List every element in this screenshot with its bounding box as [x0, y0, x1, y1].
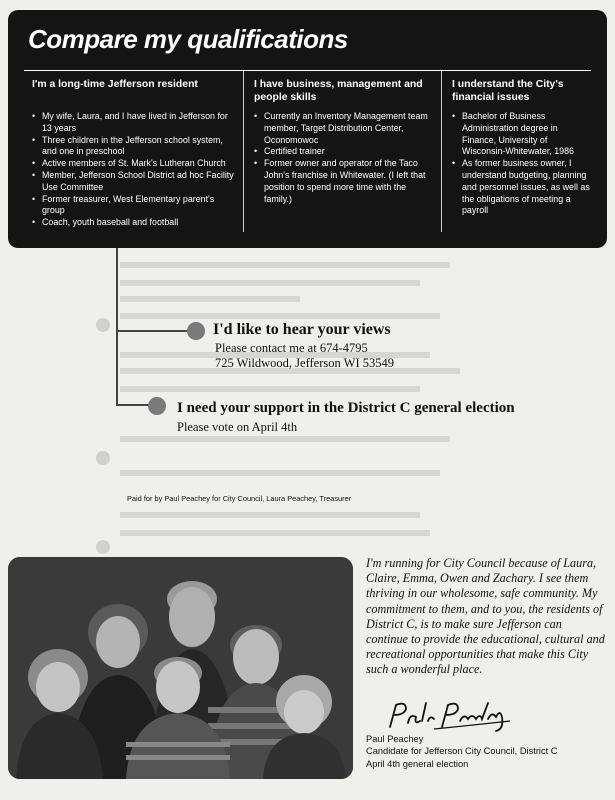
qualification-list	[254, 111, 433, 205]
candidate-name: Paul Peachey	[366, 734, 424, 744]
qualifications-title: Compare my qualifications	[28, 24, 348, 54]
list-item: • Three children in the Jefferson school system, and one in preschool	[32, 135, 235, 159]
connector-line-vertical	[116, 248, 118, 405]
list-item: • Active members of St. Mark's Lutheran Church	[32, 158, 235, 170]
views-heading: I'd like to hear your views	[213, 321, 391, 338]
connector-line-support	[116, 404, 152, 406]
paid-for-disclaimer: Paid for by Paul Peachey for City Council, Laura Peachey, Treasurer	[127, 494, 352, 503]
connector-line-views	[116, 330, 192, 332]
column-heading: I'm a long-time Jefferson resident	[32, 79, 198, 90]
candidate-message: I'm running for City Council because of Laura, Claire, Emma, Owen and Zachary. I see them thriving in our wholesome, safe community. My commitment to them, and to you, the residents of District C, is to make sure Jefferson can continue to provide the educational, cultural and recreational opportunities that make this City such a wonderful place.	[366, 556, 605, 677]
contact-phone: Please contact me at 674-4795	[215, 341, 368, 355]
qualification-column-resident	[22, 71, 243, 232]
list-item: • Bachelor of Business Administration degree in Finance, University of Wisconsin-Whitewater, 1986	[452, 111, 591, 158]
column-heading: I have business, management and people skills	[254, 79, 423, 103]
contact-address: 725 Wildwood, Jefferson WI 53549	[215, 356, 394, 370]
list-item: • My wife, Laura, and I have lived in Jefferson for 13 years	[32, 111, 235, 135]
bullet-dot-icon	[187, 322, 205, 340]
list-item: • Currently an Inventory Management team member, Target Distribution Center, Oconomowoc	[254, 111, 433, 146]
election-date: April 4th general election	[366, 758, 469, 769]
list-item: • As former business owner, I understand budgeting, planning and personnel issues, as well as the obligations of meeting a payroll	[452, 158, 591, 217]
list-item: • Former owner and operator of the Taco John's franchise in Whitewater. (I left that position to spend more time with the family.)	[254, 158, 433, 205]
list-item: • Member, Jefferson School District ad hoc Facility Use Committee	[32, 170, 235, 194]
vote-date-line: Please vote on April 4th	[177, 420, 298, 434]
list-item: • Former treasurer, West Elementary parent's group	[32, 194, 235, 218]
list-item: • Certified trainer	[254, 146, 433, 158]
support-heading: I need your support in the District C general election	[177, 400, 515, 416]
qualification-list	[452, 111, 591, 217]
candidate-caption	[366, 733, 558, 770]
qualifications-panel	[8, 10, 607, 248]
candidate-title: Candidate for Jefferson City Council, District C	[366, 746, 558, 757]
column-heading: I understand the City's financial issues	[452, 79, 564, 103]
qualification-column-business	[243, 71, 441, 232]
qualification-list	[32, 111, 235, 229]
family-photo-illustration	[8, 557, 353, 779]
family-photo	[8, 557, 353, 779]
signature-icon	[384, 699, 514, 733]
qualification-column-finance	[441, 71, 599, 232]
bullet-dot-icon	[148, 397, 166, 415]
list-item: • Coach, youth baseball and football	[32, 217, 235, 229]
